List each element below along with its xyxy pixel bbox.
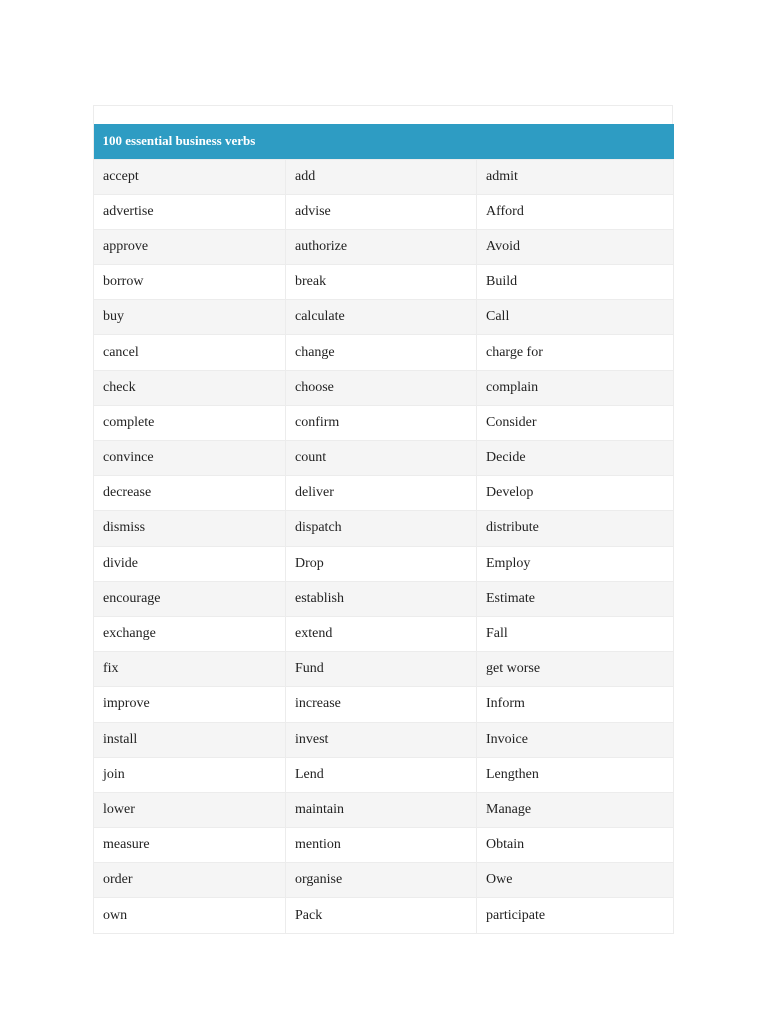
table-row: [94, 546, 674, 581]
table-row: [94, 511, 674, 546]
table-cell: maintain: [286, 792, 477, 827]
table-cell: Fund: [286, 652, 477, 687]
table-row: [94, 405, 674, 440]
table-cell: change: [286, 335, 477, 370]
table-cell: advise: [286, 194, 477, 229]
table-cell: install: [94, 722, 286, 757]
table-cell: Avoid: [477, 229, 674, 264]
table-cell: invest: [286, 722, 477, 757]
table-row: [94, 722, 674, 757]
table-cell: Obtain: [477, 828, 674, 863]
table-body: [94, 159, 674, 933]
table-row: [94, 898, 674, 933]
table-row: [94, 616, 674, 651]
table-cell: own: [94, 898, 286, 933]
table-cell: deliver: [286, 476, 477, 511]
table-cell: dispatch: [286, 511, 477, 546]
table-row: [94, 265, 674, 300]
table-row: [94, 229, 674, 264]
table-cell: charge for: [477, 335, 674, 370]
table-cell: exchange: [94, 616, 286, 651]
table-cell: complain: [477, 370, 674, 405]
table-cell: count: [286, 441, 477, 476]
table-cell: Build: [477, 265, 674, 300]
table-cell: Employ: [477, 546, 674, 581]
table-cell: Pack: [286, 898, 477, 933]
table-cell: get worse: [477, 652, 674, 687]
table-cell: approve: [94, 229, 286, 264]
table-cell: mention: [286, 828, 477, 863]
table-row: [94, 792, 674, 827]
table-cell: borrow: [94, 265, 286, 300]
table-row: [94, 863, 674, 898]
table-cell: participate: [477, 898, 674, 933]
table-cell: Estimate: [477, 581, 674, 616]
table-cell: Decide: [477, 441, 674, 476]
table-cell: Afford: [477, 194, 674, 229]
table-row: [94, 652, 674, 687]
table-cell: convince: [94, 441, 286, 476]
table-cell: encourage: [94, 581, 286, 616]
table-cell: Owe: [477, 863, 674, 898]
table-cell: Lend: [286, 757, 477, 792]
table-cell: calculate: [286, 300, 477, 335]
table-cell: Fall: [477, 616, 674, 651]
table-cell: increase: [286, 687, 477, 722]
table-cell: authorize: [286, 229, 477, 264]
table-cell: organise: [286, 863, 477, 898]
table-cell: advertise: [94, 194, 286, 229]
table-row: [94, 687, 674, 722]
table-cell: choose: [286, 370, 477, 405]
table-cell: Manage: [477, 792, 674, 827]
table-cell: accept: [94, 159, 286, 194]
table-cell: lower: [94, 792, 286, 827]
table-row: [94, 476, 674, 511]
table-cell: add: [286, 159, 477, 194]
table-cell: confirm: [286, 405, 477, 440]
table-cell: measure: [94, 828, 286, 863]
table-cell: Drop: [286, 546, 477, 581]
table-row: [94, 581, 674, 616]
table-header-row: [94, 124, 674, 159]
table-cell: buy: [94, 300, 286, 335]
table-cell: divide: [94, 546, 286, 581]
table-cell: break: [286, 265, 477, 300]
table-cell: join: [94, 757, 286, 792]
table-row: [94, 335, 674, 370]
table-cell: decrease: [94, 476, 286, 511]
verbs-table: [93, 124, 674, 934]
verbs-card: [93, 105, 673, 934]
table-cell: extend: [286, 616, 477, 651]
table-row: [94, 300, 674, 335]
table-cell: distribute: [477, 511, 674, 546]
table-cell: Consider: [477, 405, 674, 440]
table-row: [94, 159, 674, 194]
table-cell: admit: [477, 159, 674, 194]
table-title: 100 essential business verbs: [94, 124, 674, 159]
table-cell: order: [94, 863, 286, 898]
table-cell: cancel: [94, 335, 286, 370]
table-row: [94, 757, 674, 792]
table-cell: complete: [94, 405, 286, 440]
table-cell: establish: [286, 581, 477, 616]
table-cell: dismiss: [94, 511, 286, 546]
table-cell: fix: [94, 652, 286, 687]
table-row: [94, 194, 674, 229]
table-cell: check: [94, 370, 286, 405]
table-cell: Develop: [477, 476, 674, 511]
table-row: [94, 441, 674, 476]
table-row: [94, 828, 674, 863]
table-cell: Lengthen: [477, 757, 674, 792]
table-cell: Invoice: [477, 722, 674, 757]
table-cell: Call: [477, 300, 674, 335]
table-row: [94, 370, 674, 405]
table-cell: improve: [94, 687, 286, 722]
table-cell: Inform: [477, 687, 674, 722]
